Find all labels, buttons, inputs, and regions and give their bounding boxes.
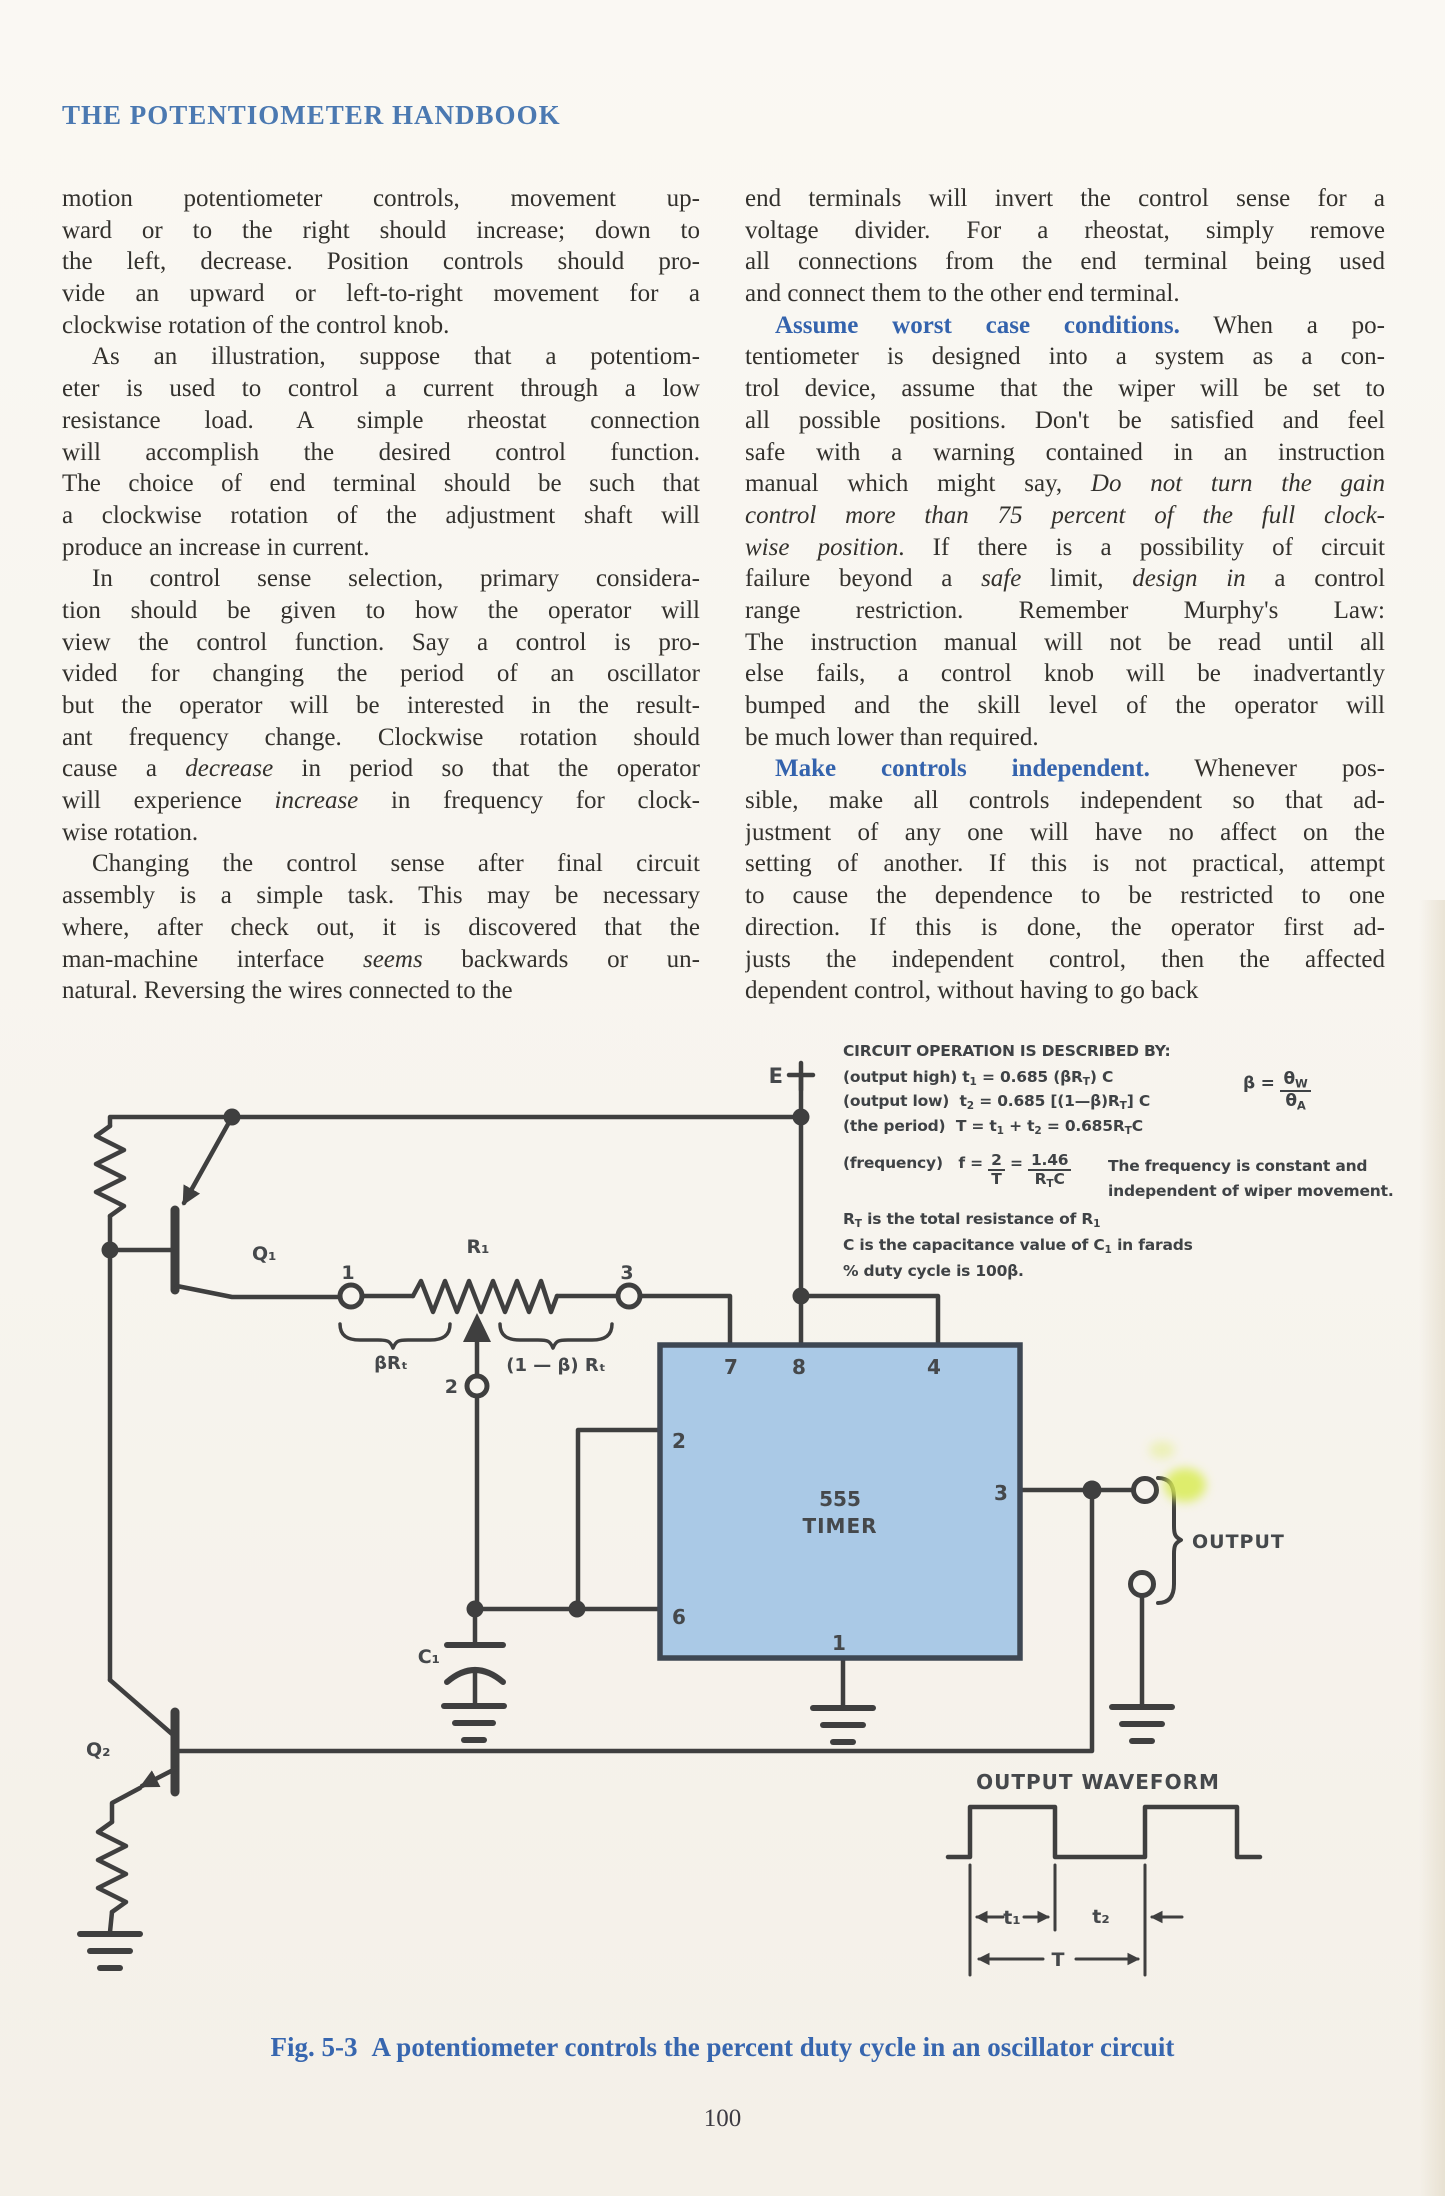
figure-number: Fig. 5-3 xyxy=(270,2032,358,2062)
text-line: direction. If this is done, the operator first ad- xyxy=(745,913,1385,941)
note-rt: $R_T$ is the total resistance of $R_1$ xyxy=(843,1210,1101,1231)
pot-terminal2-label: 2 xyxy=(444,1376,458,1398)
pot-terminal3-label: 3 xyxy=(620,1262,634,1284)
text-line: In control sense selection, primary considera- xyxy=(92,565,700,593)
text-line: justs the independent control, then the affected xyxy=(745,945,1385,973)
pot-resistor-element xyxy=(413,1281,557,1312)
text-line: sible, make all controls independent so that ad- xyxy=(745,787,1385,815)
pin4-label: 4 xyxy=(927,1355,941,1379)
text-line: bumped and the skill level of the operator will xyxy=(745,692,1385,719)
text-line: will experience increase in frequency for clock- xyxy=(62,787,700,815)
pin1-ground-icon xyxy=(813,1708,873,1742)
text-line: wise rotation. xyxy=(62,818,199,846)
text-line: man-machine interface seems backwards or un- xyxy=(62,945,700,973)
pot-terminal2 xyxy=(467,1376,487,1396)
text-line: control more than 75 percent of the full clock- xyxy=(745,501,1385,529)
figure-caption xyxy=(0,2032,1445,2063)
text-line: failure beyond a safe limit, design in a control xyxy=(745,565,1385,593)
frequency-note-line1: The frequency is constant and xyxy=(1108,1157,1368,1175)
chip-name-555: 555 xyxy=(819,1487,861,1511)
text-line: motion potentiometer controls, movement up- xyxy=(62,185,700,212)
text-line: where, after check out, it is discovered that the xyxy=(62,913,700,941)
text-line: else fails, a control knob will be inadvertantly xyxy=(745,660,1385,688)
c1-label: C₁ xyxy=(417,1646,440,1668)
text-line: voltage divider. For a rheostat, simply remove xyxy=(745,216,1385,244)
beta-rt-label: βRₜ xyxy=(374,1353,408,1374)
text-line: tentiometer is designed into a system as a con- xyxy=(745,343,1385,371)
c1-ground-icon xyxy=(444,1706,504,1740)
t1-label: t₁ xyxy=(1003,1907,1021,1929)
text-line: The choice of end terminal should be such that xyxy=(62,470,700,498)
text-line: ward or to the right should increase; down to xyxy=(62,216,700,244)
formula-beta: β = $\frac{\theta_W}{\theta_A}$ xyxy=(1243,1070,1311,1112)
text-line: view the control function. Say a control is pro- xyxy=(62,628,700,656)
text-line: dependent control, without having to go back xyxy=(745,977,1199,1005)
text-column-right xyxy=(745,183,1385,1007)
pot-terminal3 xyxy=(618,1285,640,1307)
oscillator-circuit-schematic xyxy=(0,1040,1445,2020)
bias-resistor-top xyxy=(96,1126,124,1216)
waveform-title: OUTPUT WAVEFORM xyxy=(976,1770,1220,1794)
supply-label: E xyxy=(768,1064,783,1088)
circuit-operation-heading: CIRCUIT OPERATION IS DESCRIBED BY: xyxy=(843,1042,1171,1060)
text-line: produce an increase in current. xyxy=(62,533,370,561)
text-line: but the operator will be interested in the result- xyxy=(62,692,700,719)
text-line: assembly is a simple task. This may be necessary xyxy=(62,882,700,910)
pin1-label: 1 xyxy=(832,1631,846,1655)
one-minus-beta-rt-label: (1 — β) Rₜ xyxy=(506,1355,606,1376)
text-line: manual which might say, Do not turn the gain xyxy=(745,470,1385,498)
text-line: Make controls independent. Whenever pos- xyxy=(775,755,1385,783)
q1-emitter-lead xyxy=(184,1117,232,1203)
output-terminal-bottom xyxy=(1131,1573,1154,1596)
frequency-note-line2: independent of wiper movement. xyxy=(1108,1182,1394,1200)
text-line: end terminals will invert the control sense for a xyxy=(745,185,1385,212)
top-rail-wire xyxy=(110,1117,801,1126)
q2-ground-lead xyxy=(110,1912,112,1932)
output-terminal-top xyxy=(1134,1479,1157,1502)
one-minus-beta-rt-brace xyxy=(500,1324,612,1348)
text-line: tion should be given to how the operator will xyxy=(62,596,700,624)
note-duty-cycle: % duty cycle is 100β. xyxy=(843,1262,1024,1280)
figure-caption-text: A potentiometer controls the percent duty cycle in an oscillator circuit xyxy=(371,2032,1175,2062)
pin3-label: 3 xyxy=(994,1481,1008,1505)
text-line: cause a decrease in period so that the operator xyxy=(62,755,700,783)
chip-name-timer: TIMER xyxy=(802,1514,878,1538)
text-column-left xyxy=(62,183,700,1007)
q1-label: Q₁ xyxy=(252,1243,277,1265)
formula-output-low: (output low) $t_2 = 0.685$ $[(1—\beta)R_T]$ C xyxy=(843,1092,1151,1113)
q1-collector-lead xyxy=(177,1286,340,1297)
text-line: Changing the control sense after final circuit xyxy=(92,850,700,878)
pin8-label: 8 xyxy=(792,1355,806,1379)
text-line: clockwise rotation of the control knob. xyxy=(62,311,450,339)
r1-label: R₁ xyxy=(466,1236,490,1258)
text-line: resistance load. A simple rheostat connection xyxy=(62,406,700,434)
text-line: safe with a warning contained in an instruction xyxy=(745,438,1385,466)
pot-terminal3-wire xyxy=(640,1296,730,1345)
text-line: The instruction manual will not be read until all xyxy=(745,628,1385,656)
t2-label: t₂ xyxy=(1092,1906,1110,1928)
text-line: ant frequency change. Clockwise rotation should xyxy=(62,723,700,751)
page-number: 100 xyxy=(703,2105,742,2132)
text-line: natural. Reversing the wires connected to the xyxy=(62,977,513,1005)
text-line: As an illustration, suppose that a potentiom- xyxy=(92,343,700,371)
text-line: all possible positions. Don't be satisfied and feel xyxy=(745,406,1385,434)
formula-output-high: (output high) $t_1 = 0.685$ $(\beta R_T)$ C xyxy=(843,1068,1114,1089)
q2-emitter-wire xyxy=(112,1788,140,1822)
period-T-label: T xyxy=(1051,1949,1065,1971)
text-line: all connections from the end terminal being used xyxy=(745,248,1385,276)
running-header: THE POTENTIOMETER HANDBOOK xyxy=(62,100,561,130)
q2-collector-lead xyxy=(110,1680,172,1734)
text-line: vided for changing the period of an oscillator xyxy=(62,660,700,688)
pot-terminal1 xyxy=(340,1285,362,1307)
q2-ground-icon xyxy=(80,1934,140,1968)
text-line: will accomplish the desired control function. xyxy=(62,438,700,466)
pin2-label: 2 xyxy=(672,1429,686,1453)
pot-wiper-arrow-icon xyxy=(463,1313,491,1342)
output-ground-icon xyxy=(1112,1707,1172,1741)
waveform-trace xyxy=(948,1807,1260,1857)
text-line: Assume worst case conditions. When a po- xyxy=(775,311,1385,339)
text-line: a clockwise rotation of the adjustment shaft will xyxy=(62,501,700,529)
text-line: to cause the dependence to be restricted to one xyxy=(745,882,1385,910)
output-label: OUTPUT xyxy=(1192,1531,1285,1553)
beta-rt-brace xyxy=(340,1324,450,1348)
text-line: setting of another. If this is not practical, attempt xyxy=(745,850,1385,878)
pin4-branch-wire xyxy=(801,1296,938,1345)
waveform-dimension-lines xyxy=(970,1865,1182,1975)
q2-label: Q₂ xyxy=(86,1739,111,1761)
text-line: trol device, assume that the wiper will be set to xyxy=(745,375,1385,403)
text-line: wise position. If there is a possibility of circuit xyxy=(745,533,1385,561)
formula-frequency: (frequency) f = $\frac{2}{T}$ = $\frac{1.46}{R_TC}$ xyxy=(843,1152,1071,1191)
text-line: justment of any one will have no affect on the xyxy=(745,818,1385,846)
text-line: and connect them to the other end terminal. xyxy=(745,280,1180,308)
pin7-label: 7 xyxy=(724,1355,738,1379)
formula-period: (the period) $T = t_1 + t_2 = 0.685R_TC$ xyxy=(843,1117,1143,1138)
text-line: vide an upward or left-to-right movement for a xyxy=(62,280,700,308)
text-line: eter is used to control a current through a low xyxy=(62,375,700,403)
pot-terminal1-label: 1 xyxy=(341,1262,355,1284)
text-line: be much lower than required. xyxy=(745,723,1039,751)
text-line: range restriction. Remember Murphy's Law: xyxy=(745,596,1385,624)
pin2-wire xyxy=(578,1430,660,1609)
note-capacitance: C is the capacitance value of $C_1$ in farads xyxy=(843,1236,1193,1257)
emitter-resistor xyxy=(98,1822,126,1912)
text-line: the left, decrease. Position controls should pro- xyxy=(62,248,700,276)
pin6-label: 6 xyxy=(672,1605,686,1629)
